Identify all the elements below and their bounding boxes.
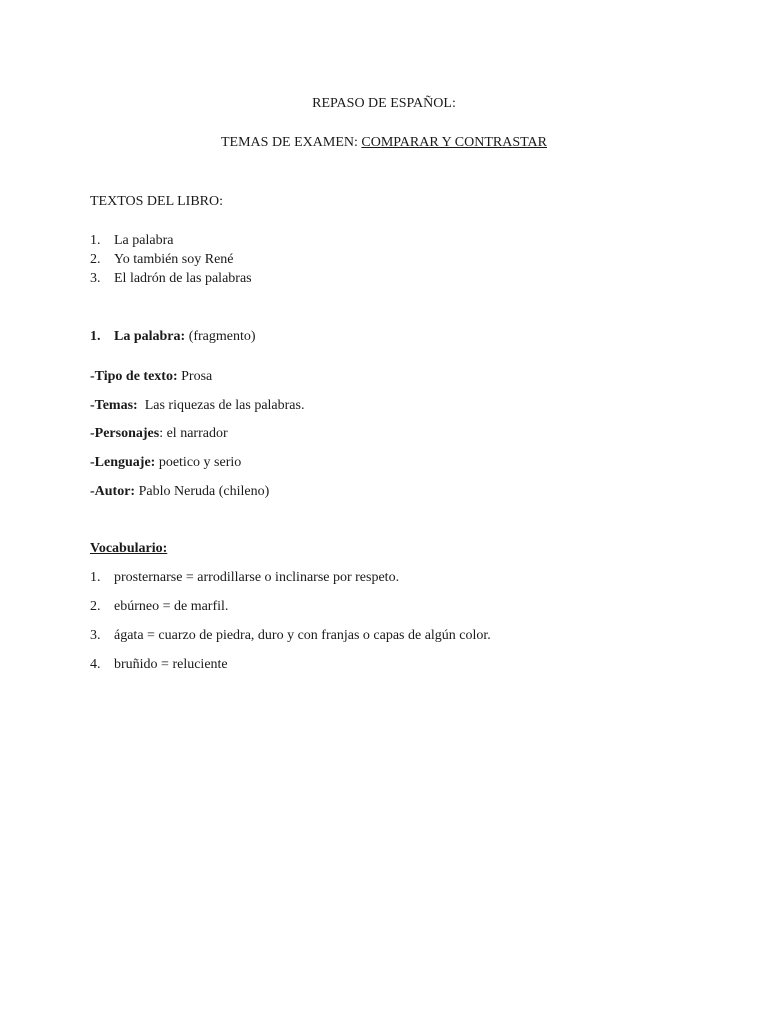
- list-item: 1. La palabra: [90, 233, 174, 248]
- section-note: (fragmento): [185, 329, 256, 344]
- field-lenguaje: -Lenguaje: poetico y serio: [90, 455, 242, 470]
- subtitle-prefix: TEMAS DE EXAMEN:: [221, 135, 362, 150]
- vocabulario-heading: Vocabulario:: [90, 541, 168, 556]
- subtitle-topic: COMPARAR Y CONTRASTAR: [361, 135, 547, 150]
- list-item: 2. Yo también soy René: [90, 252, 234, 267]
- list-item: 3. ágata = cuarzo de piedra, duro y con franjas o capas de algún color.: [90, 628, 491, 643]
- section-heading: 1. La palabra: (fragmento): [90, 329, 256, 344]
- document-title: REPASO DE ESPAÑOL:: [312, 96, 456, 111]
- document-subtitle: [0, 133, 768, 152]
- field-temas: -Temas: Las riquezas de las palabras.: [90, 398, 305, 413]
- list-item: 2. ebúrneo = de marfil.: [90, 599, 229, 614]
- list-item: 3. El ladrón de las palabras: [90, 271, 252, 286]
- field-personajes: -Personajes: el narrador: [90, 426, 228, 441]
- textos-heading: TEXTOS DEL LIBRO:: [90, 194, 223, 209]
- field-autor: -Autor: Pablo Neruda (chileno): [90, 484, 270, 499]
- section-title: La palabra:: [114, 329, 186, 344]
- list-item: 4. bruñido = reluciente: [90, 657, 228, 672]
- list-item: 1. prosternarse = arrodillarse o inclinarse por respeto.: [90, 570, 400, 585]
- field-tipo: -Tipo de texto: Prosa: [90, 369, 213, 384]
